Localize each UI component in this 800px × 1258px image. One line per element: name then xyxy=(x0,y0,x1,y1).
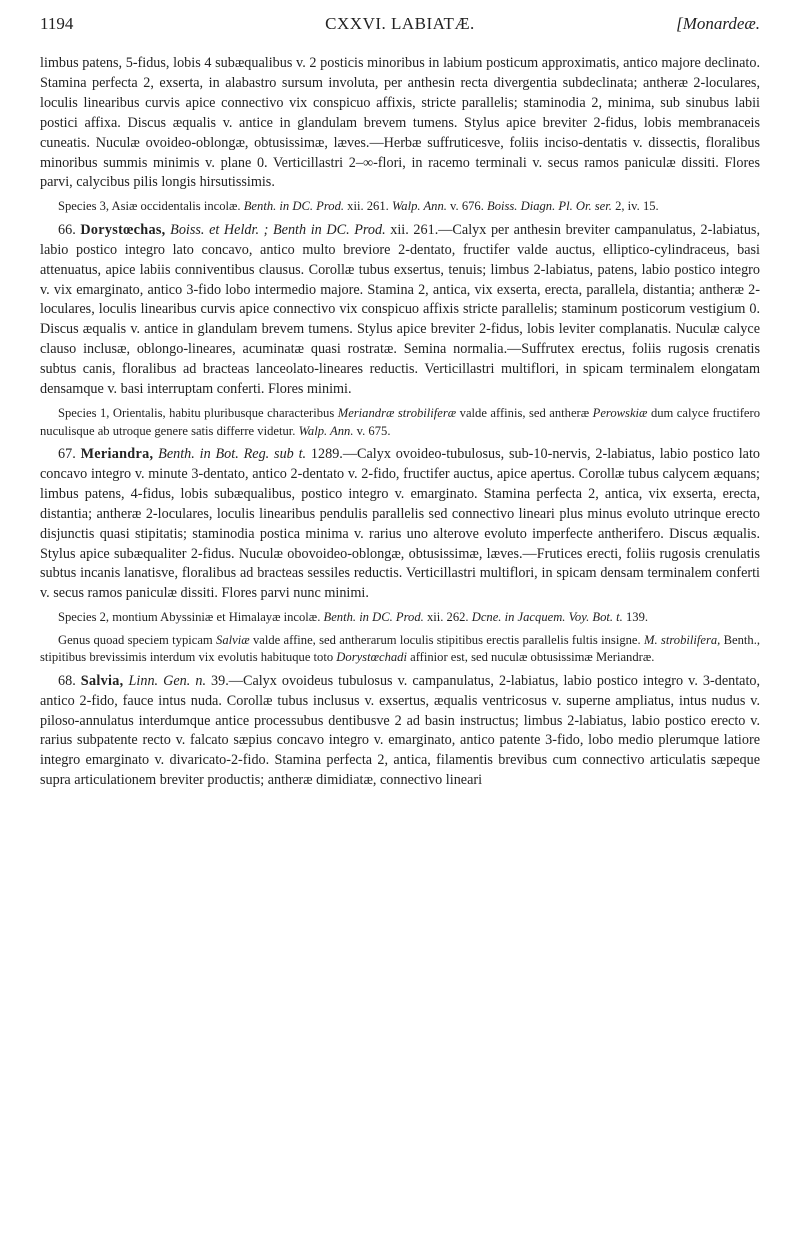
continued-paragraph: limbus patens, 5-fidus, lobis 4 subæqualibus v. 2 posticis minoribus in labium posticum approximatis, antico majore declinato. Stamina perfecta 2, exserta, in alabastro sursum involuta, per anthesin recta divergentia subdeclinata; antheræ 2-loculares, loculis linearibus curvis apice connectivo vix conspicuo affixis, stricte parallelis; staminodia 2, minima, sub sinubus labii postici affixa. Discus æqualis v. antice in glandulam brevem tumens. Stylus apice breviter 2-fidus, lobis membranaceis cuneatis. Nuculæ ovoideo-oblongæ, obtusissimæ, læves.—Herbæ suffruticesve, foliis inciso-dentatis v. dissectis, floralibus minoribus summis minimis v. plane 0. Verticillastri 2–∞-flori, in racemo terminali v. secus ramos paniculæ dissiti. Flores parvi, calycibus pilis longis hirsutissimis. xyxy=(40,55,760,191)
continued-note: Species 3, Asiæ occidentalis incolæ. Benth. in DC. Prod. xii. 261. Walp. Ann. v. 676. Boiss. Diagn. Pl. Or. ser. 2, iv. 15. xyxy=(58,199,659,214)
genus-entry-dorystoechas xyxy=(40,221,760,440)
entry-paragraph xyxy=(40,221,760,400)
running-title: [Monardeæ. xyxy=(676,14,760,33)
page-number: 1194 xyxy=(40,14,74,33)
genus-authority: Benth. in Bot. Reg. sub t. xyxy=(158,446,307,462)
genus-name: Salvia, xyxy=(80,672,124,689)
entry-number: 67. xyxy=(58,446,76,462)
genus-name: Meriandra, xyxy=(80,446,154,462)
page-header xyxy=(40,14,760,44)
entry-paragraph xyxy=(40,672,760,791)
chapter-title: CXXVI. LABIATÆ. xyxy=(325,14,475,33)
entry-note: Genus quoad speciem typicam Salviæ valde affine, sed antherarum loculis stipitibus erectis parallelis fultis insigne. M. strobilifera, Benth., stipitibus brevissimis interdum vix evolutis habituque toto Dorystœchadi affinior est, sed nuculæ obtusissimæ Meriandræ. xyxy=(40,632,760,665)
entry-note: Species 1, Orientalis, habitu pluribusque characteribus Meriandræ strobiliferæ valde affinis, sed antheræ Perowskiæ dum calyce fructifero nuculisque ab utroque genere satis differre videtur. Walp. Ann. v. 675. xyxy=(40,406,760,438)
entry-description: 1289.—Calyx ovoideo-tubulosus, sub-10-nervis, 2-labiatus, labio postico lato concavo integro v. minute 3-dentato, antico 2-dentato v. 2-fido, fructifer auctus, apice apertus. Corollæ tubus calycem æquans; limbus patens, 4-fidus, lobis subæqualibus, postico integro v. emarginato. Stamina perfecta 2, antica, vix exserta, erecta, distantia; antheræ 2-loculares, loculis linearibus pendulis parallelis sed connectivo lineari plus minus evoluto utrinque erecto disjunctis quasi stipitatis; staminodia postica minima v. rarius uno alterove evoluto imperfecte antherifero. Discus æqualis. Stylus apice subæqualiter 2-fidus. Nuculæ obovoideo-oblongæ, obtusissimæ, læves.—Frutices erecti, foliis rugosis crenulatis subtus incanis lanatisve, floralibus ad bracteas sessiles reductis. Verticillastri multiflori, in spicam densam terminalem conferti v. secus ramos paniculæ dissiti. Flores parvi nunc minimi. xyxy=(40,446,761,602)
genus-entry-meriandra xyxy=(40,445,760,667)
entry-paragraph xyxy=(40,445,760,604)
entry-description: xii. 261.—Calyx per anthesin breviter campanulatus, 2-labiatus, labio postico integro lato concavo, antico multo breviore 2-dentato, fructifer valde auctus, elliptico-cylindraceus, basi attenuatus, apice labiis conniventibus clausus. Corollæ tubus exsertus, tenuis; limbus 2-labiatus, patens, labio postico integro v. vix emarginato, antico 3-fido lobo intermedio majore. Stamina 2, antica, vix exserta, erecta, parallela, distantia; antheræ 2-loculares, loculis linearibus curvis apice connectivo vix conspicuo affixis stricte parallelis; staminum posticorum vestigium 0. Discus æqualis v. antice in glandulam brevem tumens. Stylus apice breviter 2-fidus, lobis leviter complanatis. Nuculæ calyce clauso inclusæ, oblongo-lineares, acuminatæ quasi rostratæ. Semina normalia.—Suffrutex erectus, foliis rugosis crenatis subtus canis, floralibus ad bracteas lanceolato-lineares reductis. Verticillastri multiflori, in spicam terminalem elongatam densamque v. basi interruptam conferti. Flores minimi. xyxy=(40,221,760,398)
genus-entry-salvia xyxy=(40,672,760,791)
genus-name: Dorystœchas, xyxy=(80,221,166,238)
entry-number: 68. xyxy=(58,672,76,689)
page-body xyxy=(40,54,760,791)
entry-number: 66. xyxy=(58,221,76,238)
entry-description: 39.—Calyx ovoideus tubulosus v. campanulatus, 2-labiatus, labio postico integro v. 3-dentato, antico 2-fido, fauce intus nuda. Corollæ tubus inclusus v. exsertus, æqualis ventricosus v. superne ampliatus, intus nudus v. piloso-annulatus interdumque antice processubus dentibusve 2 ad basin instructus; limbus 2-labiatus, labio postico erecto v. rarius subpatente recto v. falcato sæpius concavo integro v. emarginato, antico patente 3-fido, lobo medio plerumque latiore integro emarginato v. divaricato-2-fido. Stamina perfecta 2, antica, filamentis brevibus cum connectivo articulatis sæpeque supra articulationem breviter productis; antheræ dimidiatæ, connectivo lineari xyxy=(40,672,761,789)
genus-authority: Boiss. et Heldr. ; Benth in DC. Prod. xyxy=(170,221,386,238)
genus-authority: Linn. Gen. n. xyxy=(128,672,207,689)
entry-note: Species 2, montium Abyssiniæ et Himalayæ incolæ. Benth. in DC. Prod. xii. 262. Dcne. in Jacquem. Voy. Bot. t. 139. xyxy=(58,610,649,625)
